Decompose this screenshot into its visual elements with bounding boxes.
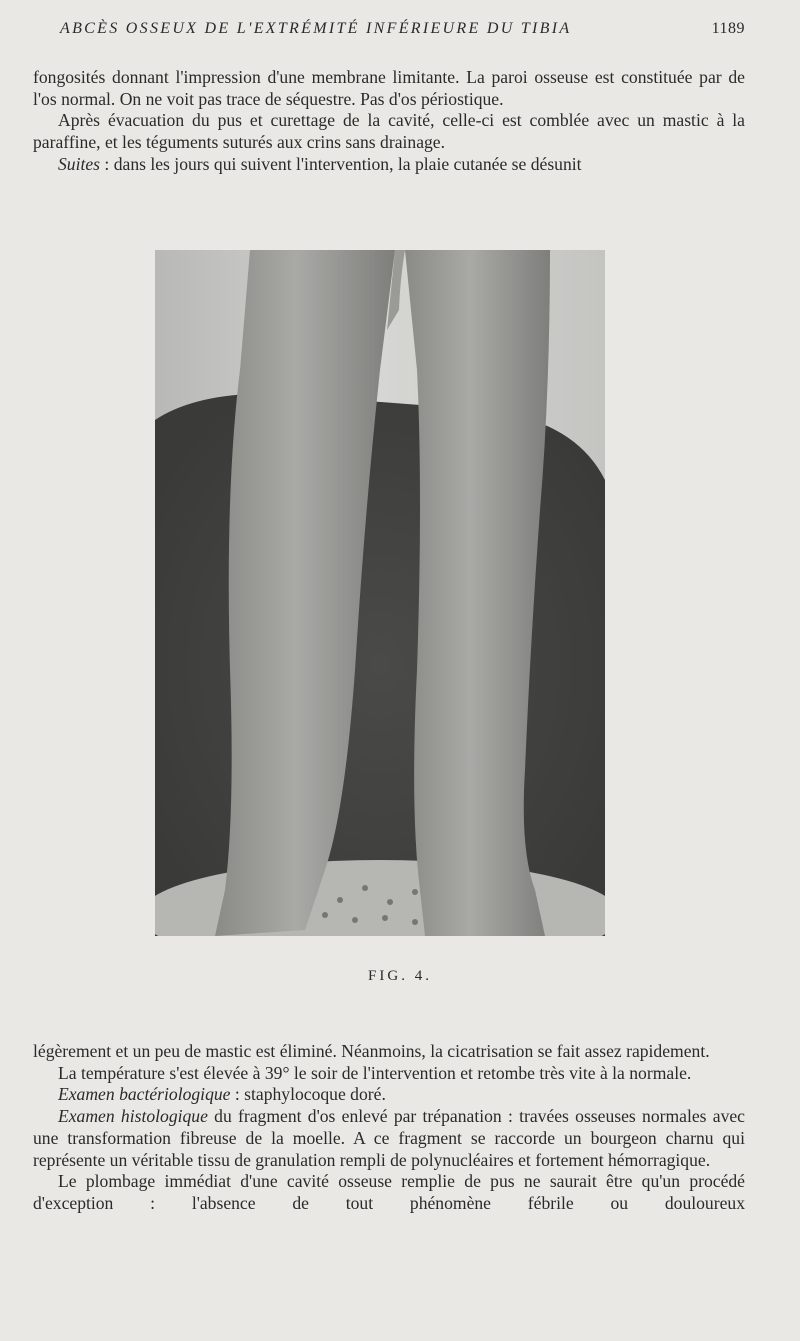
text-block-top — [33, 67, 745, 176]
figure-photograph — [155, 250, 605, 936]
italic-label: Examen bactériologique — [58, 1084, 231, 1105]
paragraph: Après évacuation du pus et curettage de la cavité, celle-ci est comblée avec un mastic à la paraffine, et les téguments suturés aux crins sans drainage. — [33, 110, 745, 153]
italic-label: Suites — [58, 153, 101, 174]
paragraph — [33, 1106, 745, 1171]
running-title: ABCÈS OSSEUX DE L'EXTRÉMITÉ INFÉRIEURE DU TIBIA — [60, 20, 572, 37]
legs-photograph — [155, 250, 605, 936]
italic-label: Examen histologique — [58, 1106, 208, 1127]
figure-caption: FIG. 4. — [368, 968, 432, 984]
paragraph: légèrement et un peu de mastic est éliminé. Néanmoins, la cicatrisation se fait assez rapidement. — [33, 1041, 710, 1061]
running-header — [60, 20, 745, 46]
page-number: 1189 — [711, 20, 745, 37]
paragraph-text: : dans les jours qui suivent l'intervention, la plaie cutanée se désunit — [100, 153, 582, 174]
paragraph: Le plombage immédiat d'une cavité osseuse remplie de pus ne saurait être qu'un procédé d'exception : l'absence de tout phénomène fébrile ou douloureux — [33, 1171, 745, 1213]
paragraph — [33, 154, 745, 176]
paragraph: fongosités donnant l'impression d'une membrane limitante. La paroi osseuse est constituée par de l'os normal. On ne voit pas trace de séquestre. Pas d'os périostique. — [33, 67, 745, 109]
text-block-bottom — [33, 1041, 745, 1215]
paragraph-text: : staphylocoque doré. — [230, 1084, 386, 1105]
paragraph-text: du fragment d'os enlevé par trépanation : travées osseuses normales avec une transformation fibreuse de la moelle. A ce fragment se raccorde un bourgeon charnu qui représente un véritable tissu de granulation rempli de polynucléaires et fortement hémorragique. — [33, 1106, 745, 1170]
paragraph — [33, 1084, 745, 1106]
paragraph: La température s'est élevée à 39° le soir de l'intervention et retombe très vite à la normale. — [58, 1062, 692, 1083]
